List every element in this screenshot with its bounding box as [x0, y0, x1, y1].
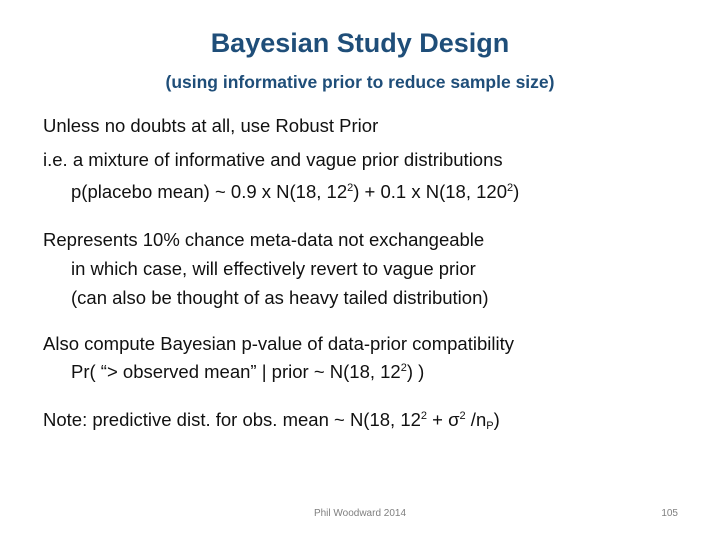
- subscript: P: [486, 420, 494, 432]
- bullet-mixture-description: i.e. a mixture of informative and vague prior distributions: [43, 149, 503, 170]
- formula-part: Pr( “> observed mean” | prior ~ N(18, 12: [71, 361, 401, 382]
- formula-part: Note: predictive dist. for obs. mean ~ N(18, 12: [43, 409, 421, 430]
- bullet-bayesian-p-value: Also compute Bayesian p-value of data-prior compatibility: [43, 333, 514, 354]
- formula-part: ): [513, 181, 520, 202]
- sub-bullet-heavy-tailed: (can also be thought of as heavy tailed distribution): [71, 287, 489, 308]
- formula-probability: [71, 363, 424, 382]
- note-predictive-distribution: [43, 411, 500, 430]
- superscript: 2: [459, 410, 466, 422]
- slide-subtitle: (using informative prior to reduce sample size): [165, 72, 555, 92]
- superscript: 2: [507, 182, 514, 194]
- page-number: 105: [661, 508, 678, 519]
- bullet-meta-data-exchangeable: Represents 10% chance meta-data not exchangeable: [43, 229, 485, 250]
- formula-part: ): [493, 409, 500, 430]
- footer-author: Phil Woodward 2014: [313, 508, 407, 519]
- superscript: 2: [347, 182, 354, 194]
- formula-part: /n: [465, 409, 487, 430]
- bullet-robust-prior: Unless no doubts at all, use Robust Prior: [43, 115, 379, 136]
- superscript: 2: [420, 410, 428, 422]
- formula-part: ) + 0.1 x N(18, 120: [353, 181, 507, 202]
- slide-title: Bayesian Study Design: [210, 28, 510, 58]
- sub-bullet-revert-vague-prior: in which case, will effectively revert to vague prior: [71, 258, 476, 279]
- superscript: 2: [400, 362, 407, 374]
- formula-part: ) ): [406, 361, 425, 382]
- formula-placebo-mean: [71, 183, 519, 202]
- formula-part: + σ: [427, 409, 460, 430]
- formula-part: p(placebo mean) ~ 0.9 x N(18, 12: [71, 181, 348, 202]
